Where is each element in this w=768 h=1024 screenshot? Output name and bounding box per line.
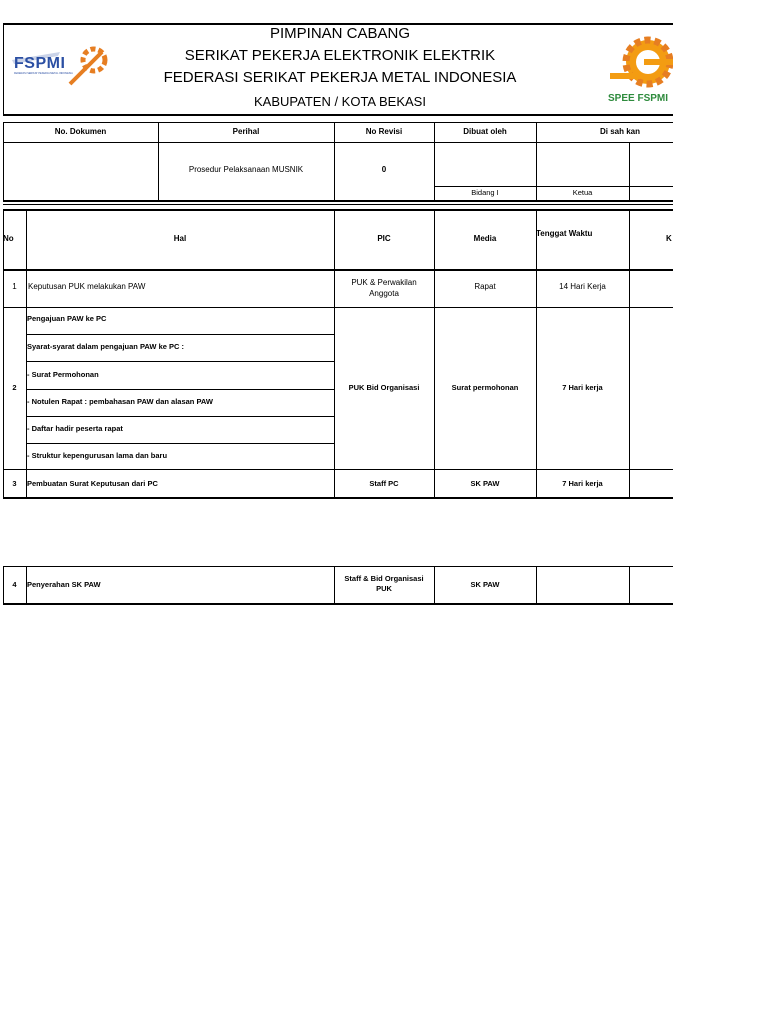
row2-hal-line: - Notulen Rapat : pembahasan PAW dan alasan PAW — [27, 397, 214, 406]
row2-pic: PUK Bid Organisasi — [348, 383, 420, 392]
docinfo-header-dibuat-oleh: Dibuat oleh — [463, 127, 507, 136]
row2-hal-line: Pengajuan PAW ke PC — [27, 314, 107, 323]
docinfo-header-no-revisi: No Revisi — [365, 127, 403, 136]
row2-hal-line: - Struktur kepengurusan lama dan baru — [27, 451, 168, 460]
row2-subline — [26, 443, 334, 444]
spee-fspmi-logo — [600, 32, 673, 108]
row4-col-line — [536, 566, 537, 605]
row3-media: SK PAW — [470, 479, 500, 488]
row2-hal-line: - Daftar hadir peserta rapat — [27, 424, 123, 433]
main-table-top-border-1 — [3, 204, 673, 205]
row1-pic: PUK & Perwakilan Anggota — [351, 278, 417, 298]
row2-subline — [26, 389, 334, 390]
row2-no: 2 — [12, 383, 17, 392]
row4-no: 4 — [12, 580, 17, 589]
docinfo-no-revisi-value: 0 — [381, 165, 387, 174]
row2-bottom — [3, 469, 673, 470]
docinfo-bottom-border — [3, 200, 673, 202]
main-col-line — [3, 209, 4, 499]
header-line-2: SERIKAT PEKERJA ELEKTRONIK ELEKTRIK — [184, 47, 496, 64]
docinfo-header-no-dokumen: No. Dokumen — [54, 127, 107, 136]
row3-tenggat: 7 Hari kerja — [562, 479, 603, 488]
row1-media: Rapat — [474, 282, 496, 291]
row2-subline — [26, 361, 334, 362]
row2-subline — [26, 416, 334, 417]
header-line-4: KABUPATEN / KOTA BEKASI — [254, 94, 426, 109]
row4-col-line — [629, 566, 630, 605]
main-header-bottom — [3, 269, 673, 271]
docinfo-header-perihal: Perihal — [232, 127, 260, 136]
row3-no: 3 — [12, 479, 17, 488]
col-header-tenggat: Tenggat Waktu — [536, 229, 593, 238]
row2-hal-line: Syarat-syarat dalam pengajuan PAW ke PC : — [27, 342, 184, 351]
row2-media: Surat permohonan — [451, 383, 519, 392]
col-header-last: K — [666, 234, 672, 243]
docinfo-col-line — [629, 142, 630, 201]
row1-tenggat: 14 Hari Kerja — [559, 282, 606, 291]
main-col-line — [434, 209, 435, 499]
fspmi-logo — [10, 40, 115, 90]
row2-subline — [26, 334, 334, 335]
main-col-line — [629, 209, 630, 499]
col-header-no: No — [3, 234, 14, 243]
col-header-media: Media — [473, 234, 497, 243]
fspmi-logo-text: FSPMI — [14, 55, 66, 72]
docinfo-role-divider — [434, 186, 673, 187]
spee-fspmi-logo-text: SPEE FSPMI — [608, 93, 669, 104]
row1-hal: Keputusan PUK melakukan PAW — [28, 282, 146, 291]
docinfo-perihal-value: Prosedur Pelaksanaan MUSNIK — [188, 165, 304, 174]
fspmi-logo-subtext: FEDERASI SERIKAT PEKERJA METAL INDONESIA — [14, 72, 73, 75]
header-bottom-border — [3, 114, 673, 116]
main-table-top-border-2 — [3, 209, 673, 211]
main-col-line — [536, 209, 537, 499]
row4-bottom — [3, 603, 673, 605]
docinfo-header-disahkan: Di sah kan — [600, 127, 641, 136]
row2-hal-line: - Surat Permohonan — [27, 370, 99, 379]
docinfo-disahkan-role: Ketua — [572, 188, 593, 197]
row1-no: 1 — [12, 282, 17, 291]
row3-pic: Staff PC — [369, 479, 399, 488]
header-line-1: PIMPINAN CABANG — [269, 25, 411, 42]
col-header-pic: PIC — [377, 234, 391, 243]
row4-top — [3, 566, 673, 567]
docinfo-dibuat-role: Bidang I — [471, 188, 499, 197]
row3-bottom — [3, 497, 673, 499]
docinfo-top-border — [3, 122, 673, 123]
row1-bottom — [3, 307, 673, 308]
col-header-hal: Hal — [173, 234, 187, 243]
row3-hal: Pembuatan Surat Keputusan dari PC — [27, 479, 158, 488]
row4-media: SK PAW — [470, 580, 500, 589]
row4-hal: Penyerahan SK PAW — [27, 580, 101, 589]
header-left-border — [3, 23, 4, 116]
row2-tenggat: 7 Hari kerja — [562, 383, 603, 392]
main-col-line — [334, 209, 335, 499]
docinfo-header-bottom — [3, 142, 673, 143]
header-line-3: FEDERASI SERIKAT PEKERJA METAL INDONESIA — [163, 69, 517, 86]
row4-pic: Staff & Bid Organisasi PUK — [344, 574, 424, 593]
